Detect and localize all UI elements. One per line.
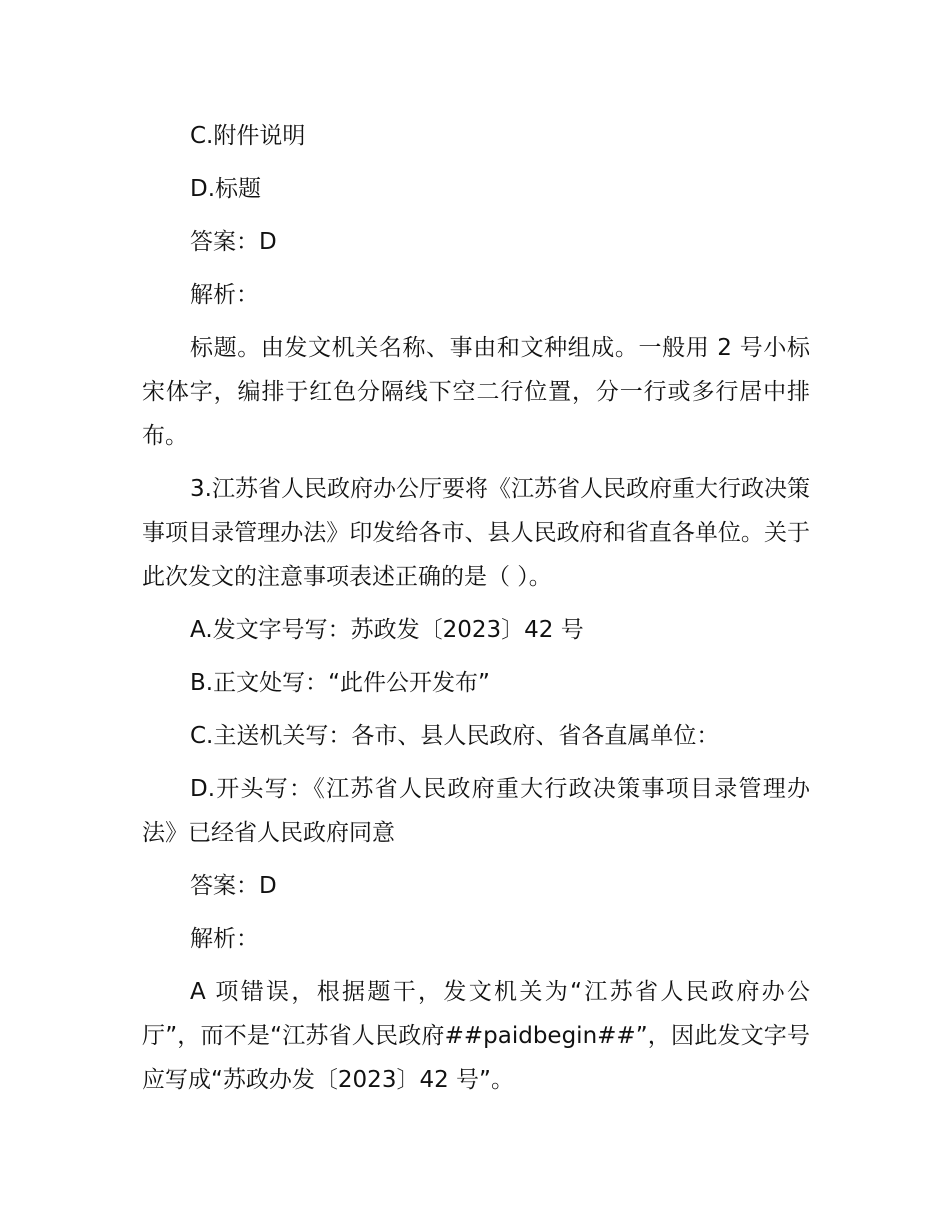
option-c: C.附件说明 xyxy=(190,123,306,149)
q3-option-d: D.开头写：《江苏省人民政府重大行政决策事项目录管理办法》已经省人民政府同意 xyxy=(142,776,810,846)
option-d: D.标题 xyxy=(190,176,262,202)
q3-option-c: C.主送机关写：各市、县人民政府、省各直属单位： xyxy=(190,723,720,749)
analysis-heading: 解析： xyxy=(190,282,259,308)
answer-line: 答案：D xyxy=(190,229,277,255)
q3-option-a: A.发文字号写：苏政发〔2023〕42 号 xyxy=(190,617,584,643)
q3-answer-line: 答案：D xyxy=(190,873,277,899)
q3-analysis-text: A 项错误，根据题干，发文机关为“江苏省人民政府办公厅”，而不是“江苏省人民政府##paidbegin##”，因此发文字号应写成“苏政办发〔2023〕42 号”。 xyxy=(142,979,810,1093)
q3-analysis-heading: 解析： xyxy=(190,926,259,952)
q3-option-b: B.正文处写：“此件公开发布” xyxy=(190,670,490,696)
analysis-text: 标题。由发文机关名称、事由和文种组成。一般用 2 号小标宋体字，编排于红色分隔线下空二行位置，分一行或多行居中排布。 xyxy=(142,335,810,449)
question-3: 3.江苏省人民政府办公厅要将《江苏省人民政府重大行政决策事项目录管理办法》印发给各市、县人民政府和省直各单位。关于此次发文的注意事项表述正确的是（ ）。 xyxy=(142,476,810,590)
document-page xyxy=(142,114,810,1111)
